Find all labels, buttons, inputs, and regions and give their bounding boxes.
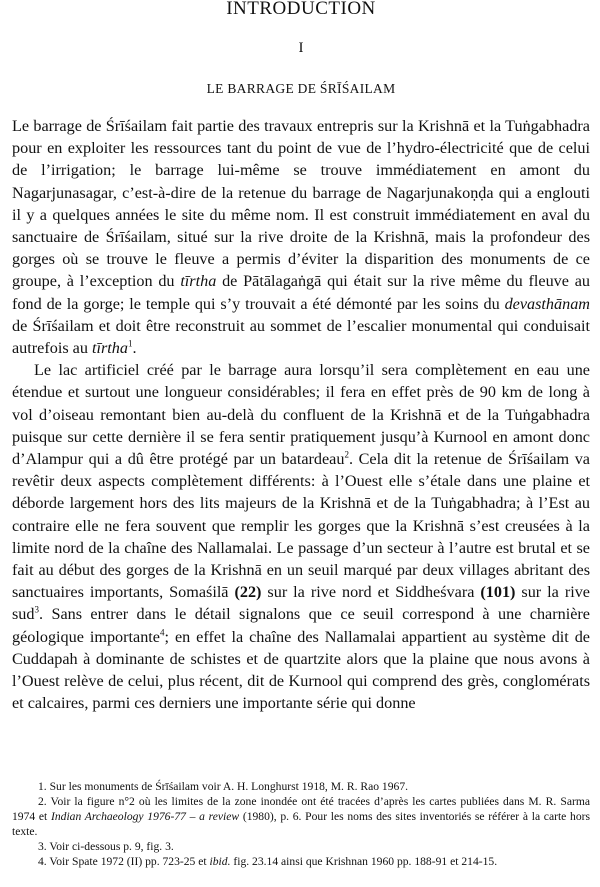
italic-text: devasthānam	[504, 294, 590, 313]
text-run: sur la rive sud	[12, 583, 590, 624]
text-run: .	[132, 339, 137, 358]
text-run: Le lac artificiel créé par le barrage aura lorsqu’il sera complètement en eau une étendue et surtout une longueur considérables; il fera en effet près de 90 km de long à vol d’oiseau remontant bien au-delà du confluent de la Krishnā et de la Tuṅgabhadra puisque sur cette dernière il se fera sentir pratiquement jusqu’à Kurnool en amont donc d’Alampur qui a dû être protégé par un batardeau	[12, 361, 590, 469]
text-run: (1980), p. 6. Pour les noms des sites inventoriés se référer à la carte hors texte.	[12, 809, 591, 838]
section-title: LE BARRAGE DE ŚRĪŚAILAM	[206, 81, 396, 96]
italic-text: ibid.	[209, 854, 231, 868]
site-number: (101)	[480, 583, 516, 602]
text-run: sur la rive nord et Siddheśvara	[261, 583, 481, 602]
italic-text: tīrtha	[180, 272, 217, 291]
body-text	[12, 115, 590, 714]
text-run: de Śrīśailam et doit être reconstruit au sommet de l’escalier monumental qui conduisait autrefois au	[12, 316, 590, 358]
footnote-ref: 2	[344, 449, 349, 460]
paragraph	[12, 359, 590, 714]
text-run: 3. Voir ci-dessous p. 9, fig. 3.	[38, 839, 174, 853]
text-run: 1. Sur les monuments de Śrīśailam voir A. H. Longhurst 1918, M. R. Rao 1967.	[38, 780, 409, 793]
text-run: fig. 23.14 ainsi que Krishnan 1960 pp. 188-91 et 214-15.	[230, 854, 498, 868]
footnote	[12, 780, 590, 795]
text-run: Le barrage de Śrīśailam fait partie des travaux entrepris sur la Krishnā et la Tuṅgabhadra pour en exploiter les ressources tant du point de vue de l’hydro-électricité que de celui de l’irrigation; le barrage lui-même se trouve immédiatement en amont du Nagarjunasagar, c’est-à-dire de la retenue du barrage de Nagarjunakoṇḍa qui a englouti il y a quelques années le site du même nom. Il est construit immédiatement en aval du sanctuaire de Śrīśailam, situé sur la rive droite de la Krishnā, mais la profondeur des gorges où se trouve le fleuve a permis d’éviter la disparition des monuments de ce groupe, à l’exception du	[12, 117, 590, 291]
text-run: . Sans entrer dans le détail signalons que ce seuil correspond à une charnière géologique importante	[12, 605, 590, 646]
text-run: 2. Voir la figure n°2 où les limites de la zone inondée ont été tracées d’après les cartes publiées dans M. R. Sarma 1974 et	[12, 794, 590, 823]
chapter-title: INTRODUCTION	[226, 0, 376, 19]
text-run: 4. Voir Spate 1972 (II) pp. 723-25 et	[38, 854, 210, 868]
italic-text: Indian Archaeology 1976-77 – a review	[50, 809, 240, 823]
italic-text: tīrtha	[92, 339, 128, 358]
footnote	[12, 840, 590, 855]
footnote	[12, 855, 590, 870]
footnote-ref: 1	[128, 338, 133, 349]
footnotes	[12, 780, 590, 869]
footnote-ref: 4	[160, 627, 165, 638]
site-number: (22)	[234, 583, 262, 602]
section-number: I	[298, 40, 304, 56]
text-run: de Pātālagaṅgā qui était sur la rive même du fleuve au fond de la gorge; le temple qui s’y trouvait a été démonté par les soins du	[12, 272, 591, 313]
footnote-ref: 3	[34, 605, 39, 616]
paragraph	[12, 115, 590, 359]
text-run: ; en effet la chaîne des Nallamalai appartient au système dit de Cuddapah à dominante de schistes et de quartzite alors que la plaine que nous avons à l’Ouest relève de celui, plus récent, dit de Kurnool qui comprend des grès, conglomérats et calcaires, parmi ces derniers une importante série qui donne	[12, 627, 590, 713]
text-run: . Cela dit la retenue de Śrīśailam va revêtir deux aspects complètement différents: à l’Ouest elle s’étale dans une plaine et déborde largement hors des lits majeurs de la Krishnā et de la Tuṅgabhadra; à l’Est au contraire elle ne fera souvent que remplir les gorges que la Krishnā s’est creusées à la limite nord de la chaîne des Nallamalai. Le passage d’un secteur à l’autre est brutal et se fait au début des gorges de la Krishnā en un seuil marqué par deux villages abritant des sanctuaires importants, Somaśilā	[12, 450, 590, 602]
footnote	[12, 795, 590, 840]
